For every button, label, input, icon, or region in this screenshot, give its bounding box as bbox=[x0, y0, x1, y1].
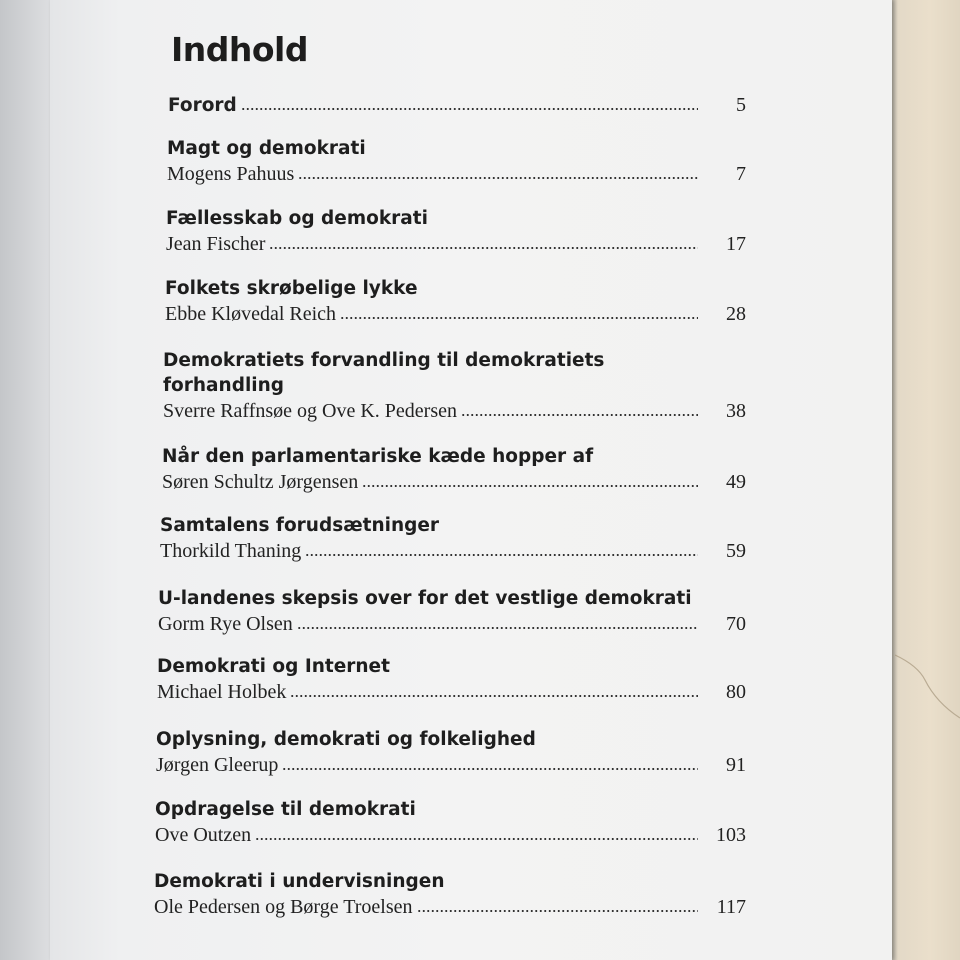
toc-entry bbox=[154, 869, 746, 920]
entry-title: Folkets skrøbelige lykke bbox=[165, 278, 418, 299]
toc-line bbox=[168, 92, 746, 119]
dot-leader bbox=[241, 107, 698, 111]
entry-title: Demokratiets forvandling til demokratiets bbox=[163, 350, 605, 371]
entry-author: Mogens Pahuus bbox=[167, 163, 295, 185]
dot-leader bbox=[340, 316, 698, 320]
dot-leader bbox=[282, 767, 698, 771]
dot-leader bbox=[305, 553, 698, 557]
entry-page: 103 bbox=[716, 824, 746, 846]
entry-author: Ove Outzen bbox=[155, 824, 252, 846]
entry-title: Demokrati og Internet bbox=[157, 656, 390, 677]
table-surface bbox=[890, 0, 960, 960]
toc-entry bbox=[160, 513, 746, 564]
toc-line bbox=[166, 231, 746, 257]
toc-entry bbox=[156, 727, 746, 778]
entry-title: Demokrati i undervisningen bbox=[154, 871, 445, 892]
toc-line bbox=[162, 469, 746, 495]
entry-title-continued: forhandling bbox=[163, 375, 285, 396]
entry-title: Når den parlamentariske kæde hopper af bbox=[162, 446, 594, 467]
entry-title: Samtalens forudsætninger bbox=[160, 515, 440, 536]
toc-line bbox=[157, 679, 746, 705]
toc-line bbox=[167, 161, 746, 187]
toc-entry bbox=[165, 276, 746, 327]
toc-entry bbox=[166, 206, 746, 257]
toc-entry bbox=[162, 444, 746, 495]
entry-page: 117 bbox=[716, 896, 746, 918]
entry-author: Michael Holbek bbox=[157, 681, 287, 703]
dot-leader bbox=[461, 413, 698, 417]
entry-page: 28 bbox=[726, 303, 746, 325]
entry-page: 7 bbox=[736, 163, 746, 185]
dot-leader bbox=[255, 837, 698, 841]
entry-author: Ole Pedersen og Børge Troelsen bbox=[154, 896, 413, 918]
toc-line bbox=[154, 894, 746, 920]
dot-leader bbox=[297, 626, 698, 630]
dot-leader bbox=[417, 909, 699, 913]
entry-author: Sverre Raffnsøe og Ove K. Pedersen bbox=[163, 400, 457, 422]
toc-entry bbox=[163, 348, 746, 424]
entry-author: Jørgen Gleerup bbox=[156, 754, 279, 776]
dot-leader bbox=[362, 484, 698, 488]
entry-author: Gorm Rye Olsen bbox=[158, 613, 293, 635]
toc-entry bbox=[168, 92, 746, 119]
toc-line bbox=[163, 398, 746, 424]
toc-entry bbox=[157, 654, 746, 705]
toc-line bbox=[156, 752, 746, 778]
entry-title: Opdragelse til demokrati bbox=[155, 799, 416, 820]
entry-page: 59 bbox=[726, 540, 746, 562]
entry-author: Thorkild Thaning bbox=[160, 540, 302, 562]
entry-author: Ebbe Kløvedal Reich bbox=[165, 303, 337, 325]
entry-page: 70 bbox=[726, 613, 746, 635]
entry-author: Søren Schultz Jørgensen bbox=[162, 471, 359, 493]
entry-page: 49 bbox=[726, 471, 746, 493]
toc-line bbox=[155, 822, 746, 848]
toc-line bbox=[165, 301, 746, 327]
entry-page: 80 bbox=[726, 681, 746, 703]
dot-leader bbox=[298, 176, 698, 180]
table-crack bbox=[895, 650, 960, 720]
entry-title: Oplysning, demokrati og folkelighed bbox=[156, 729, 536, 750]
entry-title: Forord bbox=[168, 95, 237, 116]
toc-entry bbox=[155, 797, 746, 848]
toc-entry bbox=[167, 136, 746, 187]
entry-title: U-landenes skepsis over for det vestlige demokrati bbox=[158, 588, 692, 609]
toc-heading: Indhold bbox=[171, 30, 308, 69]
toc-line bbox=[158, 611, 746, 637]
entry-title: Fællesskab og demokrati bbox=[166, 208, 428, 229]
entry-page: 38 bbox=[726, 400, 746, 422]
toc-line bbox=[160, 538, 746, 564]
entry-author: Jean Fischer bbox=[166, 233, 266, 255]
dot-leader bbox=[290, 694, 698, 698]
entry-page: 5 bbox=[736, 94, 746, 116]
dot-leader bbox=[269, 246, 698, 250]
toc-entry bbox=[158, 586, 746, 637]
entry-title: Magt og demokrati bbox=[167, 138, 366, 159]
entry-page: 91 bbox=[726, 754, 746, 776]
entry-page: 17 bbox=[726, 233, 746, 255]
